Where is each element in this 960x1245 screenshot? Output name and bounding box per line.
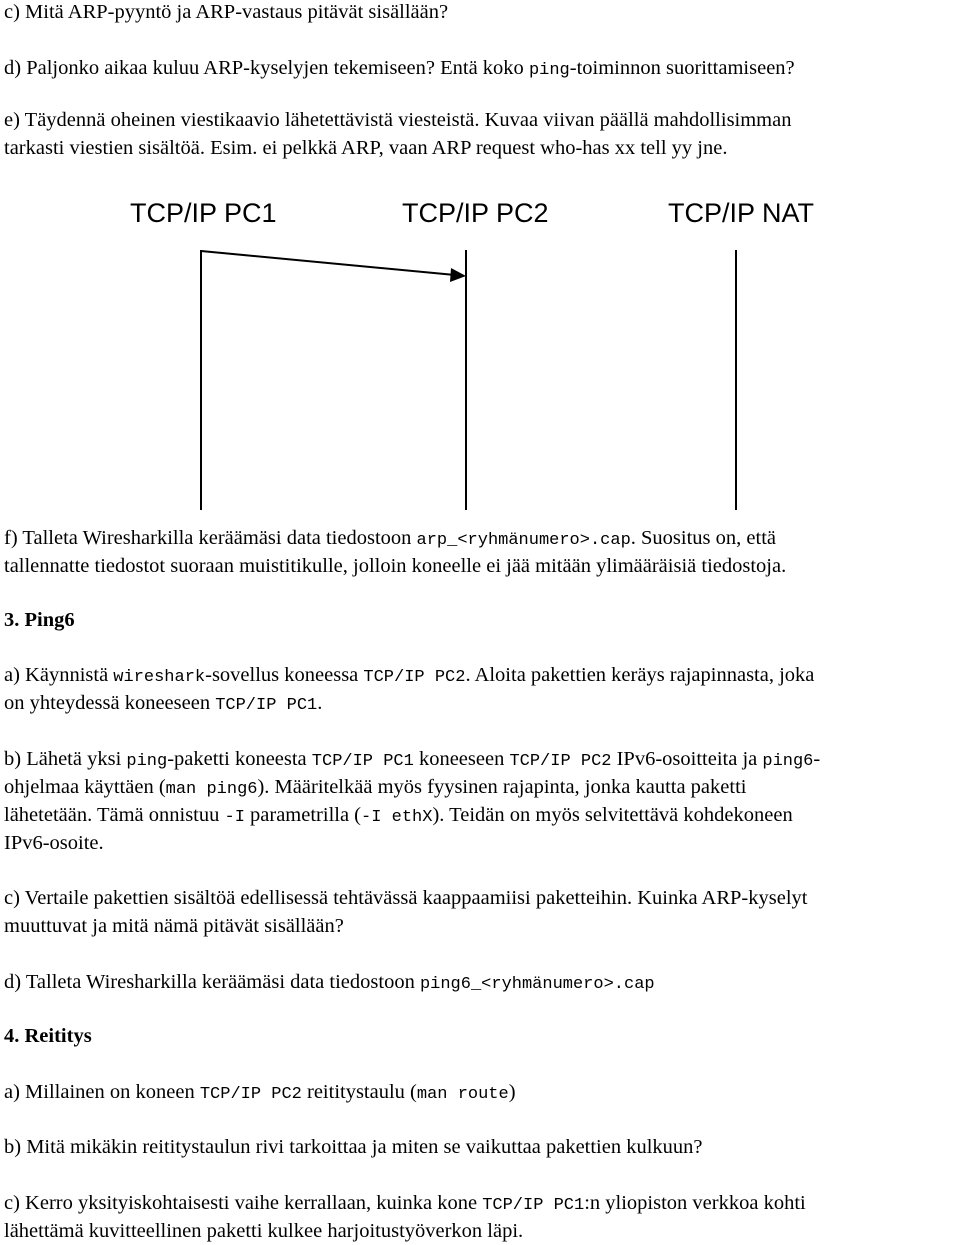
text: b) Lähetä yksi bbox=[4, 748, 127, 770]
section3-a-line-1 bbox=[4, 661, 954, 692]
label-tcpip-pc1: TCP/IP PC1 bbox=[130, 198, 277, 228]
text: IPv6-osoitteita ja bbox=[611, 748, 763, 770]
text: ). Teidän on myös selvitettävä kohdekoneen bbox=[432, 804, 793, 826]
section3-b-line-1 bbox=[4, 745, 954, 776]
section-3-heading: 3. Ping6 bbox=[4, 609, 75, 631]
section4-a bbox=[4, 1078, 954, 1109]
label-tcpip-pc2: TCP/IP PC2 bbox=[402, 198, 549, 228]
text: ). Määritelkää myös fyysinen rajapinta, jonka kautta paketti bbox=[257, 776, 747, 798]
code-filename: ping6_<ryhmänumero>.cap bbox=[419, 975, 655, 994]
section3-c-line-2: muuttuvat ja mitä nämä pitävät sisällään? bbox=[4, 915, 344, 937]
section3-c-line-1: c) Vertaile pakettien sisältöä edellisessä tehtävässä kaappaamiisi paketteihin. Kuinka ARP-kyselyt bbox=[4, 887, 808, 909]
code: ping6 bbox=[762, 752, 814, 771]
text: a) Käynnistä bbox=[4, 664, 114, 686]
message-arrowhead bbox=[450, 268, 466, 282]
text: . Suositus on, että bbox=[630, 527, 776, 549]
question-e-line-2: tarkasti viestien sisältöä. Esim. ei pelkkä ARP, vaan ARP request who-has xx tell yy jne. bbox=[4, 137, 728, 159]
section3-a-line-2 bbox=[4, 689, 954, 720]
text: -paketti koneesta bbox=[167, 748, 312, 770]
text: koneeseen bbox=[413, 748, 510, 770]
section3-b-line-2 bbox=[4, 773, 954, 804]
diagram-lines bbox=[0, 190, 960, 520]
text: on yhteydessä koneeseen bbox=[4, 692, 216, 714]
text: lähetetään. Tämä onnistuu bbox=[4, 804, 225, 826]
code-filename: arp_<ryhmänumero>.cap bbox=[416, 531, 631, 550]
code: TCP/IP PC1 bbox=[311, 752, 414, 771]
code: TCP/IP PC2 bbox=[509, 752, 612, 771]
text: :n yliopiston verkkoa kohti bbox=[584, 1192, 806, 1214]
text: ohjelmaa käyttäen ( bbox=[4, 776, 166, 798]
text: -toiminnon suorittamiseen? bbox=[569, 57, 795, 79]
text: ) bbox=[508, 1081, 516, 1103]
code: -I bbox=[224, 808, 245, 827]
code: TCP/IP PC2 bbox=[363, 668, 466, 687]
code: man route bbox=[416, 1085, 509, 1104]
message-sequence-diagram bbox=[0, 190, 960, 520]
code: wireshark bbox=[113, 668, 206, 687]
text: -sovellus koneessa bbox=[205, 664, 364, 686]
text: parametrilla ( bbox=[244, 804, 362, 826]
text: . Aloita pakettien keräys rajapinnasta, joka bbox=[465, 664, 815, 686]
code: TCP/IP PC2 bbox=[199, 1085, 302, 1104]
text: f) Talleta Wiresharkilla keräämäsi data tiedostoon bbox=[4, 527, 417, 549]
code-ping: ping bbox=[528, 61, 570, 80]
text: . bbox=[317, 692, 323, 714]
code: TCP/IP PC1 bbox=[215, 696, 318, 715]
question-c-arp-contents: c) Mitä ARP-pyyntö ja ARP-vastaus pitävät sisällään? bbox=[4, 1, 449, 23]
question-f-line-1 bbox=[4, 524, 954, 555]
label-tcpip-nat: TCP/IP NAT bbox=[668, 198, 815, 228]
section3-b-line-4: IPv6-osoite. bbox=[4, 832, 104, 854]
text: d) Paljonko aikaa kuluu ARP-kyselyjen tekemiseen? Entä koko bbox=[4, 57, 529, 79]
section4-b: b) Mitä mikäkin reititystaulun rivi tarkoittaa ja miten se vaikuttaa pakettien kulkuun? bbox=[4, 1136, 703, 1158]
section4-c-line-2: lähettämä kuvitteellinen paketti kulkee harjoitustyöverkon läpi. bbox=[4, 1220, 524, 1242]
code: TCP/IP PC1 bbox=[482, 1196, 585, 1215]
message-arrow-line bbox=[201, 251, 455, 275]
question-e-line-1: e) Täydennä oheinen viestikaavio lähetettävistä viesteistä. Kuvaa viivan päällä mahdollisimman bbox=[4, 109, 792, 131]
text: reititystaulu ( bbox=[301, 1081, 417, 1103]
text: a) Millainen on koneen bbox=[4, 1081, 200, 1103]
section3-d bbox=[4, 968, 954, 999]
section3-b-line-3 bbox=[4, 801, 954, 832]
section-4-heading: 4. Reititys bbox=[4, 1025, 92, 1047]
code: -I ethX bbox=[361, 808, 433, 827]
code: man ping6 bbox=[165, 780, 258, 799]
text: c) Kerro yksityiskohtaisesti vaihe kerrallaan, kuinka kone bbox=[4, 1192, 483, 1214]
question-f-line-2: tallennatte tiedostot suoraan muistitikulle, jolloin koneelle ei jää mitään ylimääräisiä tiedostoja. bbox=[4, 555, 787, 577]
text: - bbox=[813, 748, 821, 770]
code: ping bbox=[126, 752, 168, 771]
text: d) Talleta Wiresharkilla keräämäsi data tiedostoon bbox=[4, 971, 420, 993]
question-d-arp-time bbox=[4, 54, 954, 85]
section4-c-line-1 bbox=[4, 1189, 954, 1220]
